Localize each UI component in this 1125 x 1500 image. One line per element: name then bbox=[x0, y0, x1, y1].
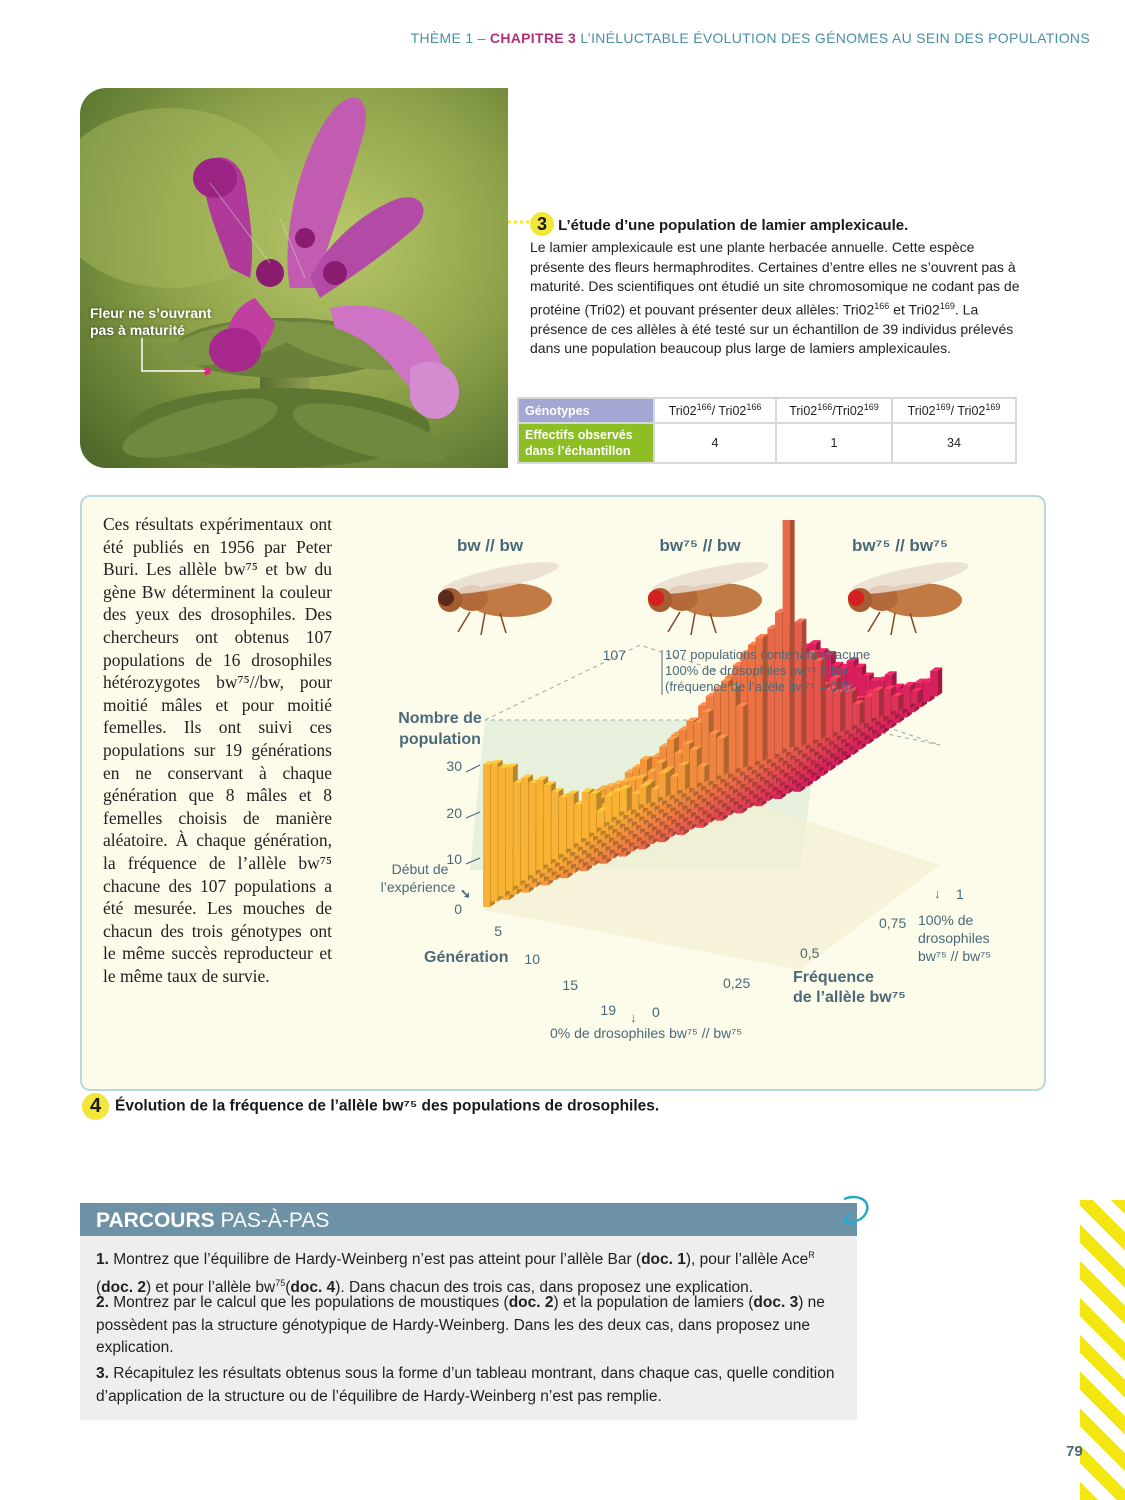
freq-axis-title: Fréquence bbox=[793, 969, 874, 986]
y-axis-title: Nombre de bbox=[398, 710, 482, 727]
peak-note: 107 populations contenant chacune bbox=[665, 647, 871, 662]
running-header bbox=[411, 30, 1090, 46]
bar-3d bbox=[620, 785, 632, 811]
header-chapter: CHAPITRE 3 bbox=[489, 30, 577, 46]
bar-3d bbox=[833, 689, 845, 732]
genotype-table bbox=[517, 397, 1017, 464]
bar-3d bbox=[678, 762, 690, 790]
counts-label: Effectifs observés dans l’échantillon bbox=[518, 423, 654, 463]
question-2: 2. Montrez par le calcul que les populations de moustiques (doc. 2) et la population de lamiers (doc. 3) ne possèdent pas la structure génotypique de Hardy-Weinberg. Dans les des deux cas, dans proposez une explication. bbox=[96, 1294, 825, 1356]
question-3: 3. Récapitulez les résultats obtenus sous la forme d’un tableau montrant, dans chaque cas, quelle condition d’application de la structure ou de l’équilibre de Hardy-Weinberg n’est pas remplie. bbox=[96, 1365, 835, 1405]
parcours-title: PARCOURS PAS-À-PAS bbox=[80, 1203, 857, 1236]
header-title: L’INÉLUCTABLE ÉVOLUTION DES GÉNOMES AU SEIN DES POPULATIONS bbox=[580, 30, 1090, 46]
y-tick: 0 bbox=[454, 901, 462, 917]
count-cell: 1 bbox=[776, 423, 892, 463]
y-tick: 30 bbox=[446, 758, 462, 774]
lamier-photo bbox=[80, 88, 508, 468]
genotype-cell: $Tri02^{166}/Tri02^{169}$ bbox=[776, 398, 892, 423]
bar-3d bbox=[717, 735, 729, 776]
bar-3d bbox=[736, 703, 748, 768]
genotypes-label: Génotypes bbox=[518, 398, 654, 423]
bar-3d bbox=[659, 770, 671, 797]
generation-tick: 5 bbox=[494, 923, 502, 939]
doc4-number-badge: 4 bbox=[82, 1093, 109, 1120]
y-tick: 20 bbox=[446, 805, 462, 821]
doc4-text: Ces résultats expérimentaux ont été publiés en 1956 par Peter Buri. Les allèle bw⁷⁵ et bw du gène Bw déterminent la couleur des yeux des drosophiles. Des chercheurs ont obtenus 107 populations de 16 drosophiles hétérozygotes bw⁷⁵//bw, pour moitié mâles et pour moitié femelles. Ils ont suivi ces populations sur 19 générations en ne conservant à chaque génération que 8 mâles et 8 femelles choisis de manière aléatoire. À chaque génération, la fréquence de l’allèle bw⁷⁵ chacune des 107 populations a été mesurée. Les mouches de chacun des trois génotypes ont le même succès reproducteur et le même taux de survie. bbox=[103, 514, 332, 986]
bar-3d bbox=[639, 783, 651, 804]
doc4-caption: 4 Évolution de la fréquence de l’allèle bw⁷⁵ des populations de drosophiles. bbox=[82, 1093, 659, 1120]
bar-3d bbox=[853, 700, 865, 725]
drosophila-icon bbox=[648, 556, 771, 635]
genotype-cell: $Tri02^{169}/$ $Tri02^{169}$ bbox=[892, 398, 1016, 423]
freq-tick: 0 bbox=[652, 1004, 660, 1020]
bar-3d bbox=[911, 688, 923, 703]
peak-note: 100% de drosophiles bw⁷⁵ // bw bbox=[665, 663, 848, 678]
drosophila-illustrations bbox=[438, 556, 971, 635]
decorative-stripes bbox=[1080, 1200, 1125, 1500]
genotype-cell: $Tri02^{166}/$ $Tri02^{166}$ bbox=[654, 398, 776, 423]
freq-tick: 1 bbox=[956, 886, 964, 902]
doc3-title: 3 L’étude d’une population de lamier amplexicaule. bbox=[530, 212, 908, 236]
count-cell: 34 bbox=[892, 423, 1016, 463]
down-arrow-icon: ↓ bbox=[630, 1010, 637, 1025]
freq-tick: 0,5 bbox=[800, 945, 820, 961]
hundred-note: drosophiles bbox=[918, 930, 990, 946]
hundred-note: 100% de bbox=[918, 912, 974, 928]
bar-3d bbox=[891, 693, 903, 711]
bar-3d bbox=[930, 667, 942, 696]
page-number: 79 bbox=[1066, 1443, 1083, 1460]
question-1: 1. Montrez que l’équilibre de Hardy-Weinberg n’est pas atteint pour l’allèle Bar (doc. 1), pour l’allèle Ace$^R$ (doc. 2) et pour l’allèle $bw^{75}(doc$. 4). Dans chacun des trois cas, dans proposez une explication. bbox=[96, 1250, 815, 1296]
doc3-text: Le lamier amplexicaule est une plante herbacée annuelle. Cette espèce présente des fleurs hermaphrodites. Certaines d’entre elles ne s’ouvrent pas à maturité. Des scientifiques ont étudié un site chromosomique ne codant pas de protéine (Tri02) et pouvant présenter deux allèles: $Tri02^{166}$ et $Tri02^{169}$. La présence de ces allèles à été testé sur un échantillon de 39 individus prélevés dans une population beaucoup plus large de lamiers amplexicaules. bbox=[530, 239, 1020, 357]
hundred-note: bw⁷⁵ // bw⁷⁵ bbox=[918, 948, 992, 964]
peak-note: (fréquence de l’allèle bw⁷⁵ = 0,5) bbox=[665, 679, 853, 694]
freq-tick: 0,75 bbox=[879, 915, 907, 931]
count-cell: 4 bbox=[654, 423, 776, 463]
y-tick: 10 bbox=[446, 851, 462, 867]
start-arrow-icon: ➘ bbox=[460, 886, 471, 901]
generation-tick: 10 bbox=[524, 951, 540, 967]
genotype-label-homo75: bw⁷⁵ // bw⁷⁵ bbox=[851, 536, 949, 555]
generation-tick: 19 bbox=[600, 1002, 616, 1018]
y-axis-title: population bbox=[399, 731, 481, 748]
bar-3d bbox=[697, 763, 709, 783]
zero-note: 0% de drosophiles bw⁷⁵ // bw⁷⁵ bbox=[550, 1025, 743, 1041]
drosophila-icon bbox=[438, 556, 561, 635]
parcours-box bbox=[80, 1203, 857, 1420]
start-label: Début de bbox=[391, 861, 449, 877]
header-theme: THÈME 1 – bbox=[410, 30, 486, 46]
return-arrow-icon bbox=[836, 1193, 876, 1229]
photo-label: Fleur ne s’ouvrant pas à maturité bbox=[90, 305, 212, 338]
drosophila-icon bbox=[848, 556, 971, 635]
genotype-label-bwbw: bw // bw bbox=[456, 536, 524, 555]
generation-tick: 15 bbox=[562, 977, 578, 993]
start-label: l’expérience bbox=[380, 879, 456, 895]
bar-3d bbox=[783, 520, 795, 749]
generation-axis-title: Génération bbox=[424, 949, 509, 966]
freq-tick: 0,25 bbox=[723, 975, 751, 991]
freq-axis-title: de l’allèle bw⁷⁵ bbox=[793, 989, 906, 1006]
peak-value-label: 107 bbox=[602, 647, 626, 663]
bar-3d bbox=[872, 687, 884, 718]
frequency-chart bbox=[340, 520, 1030, 1060]
genotype-label-hetero: bw⁷⁵ // bw bbox=[659, 536, 741, 555]
doc3-number-badge: 3 bbox=[530, 212, 554, 236]
down-arrow-icon: ↓ bbox=[934, 886, 941, 901]
